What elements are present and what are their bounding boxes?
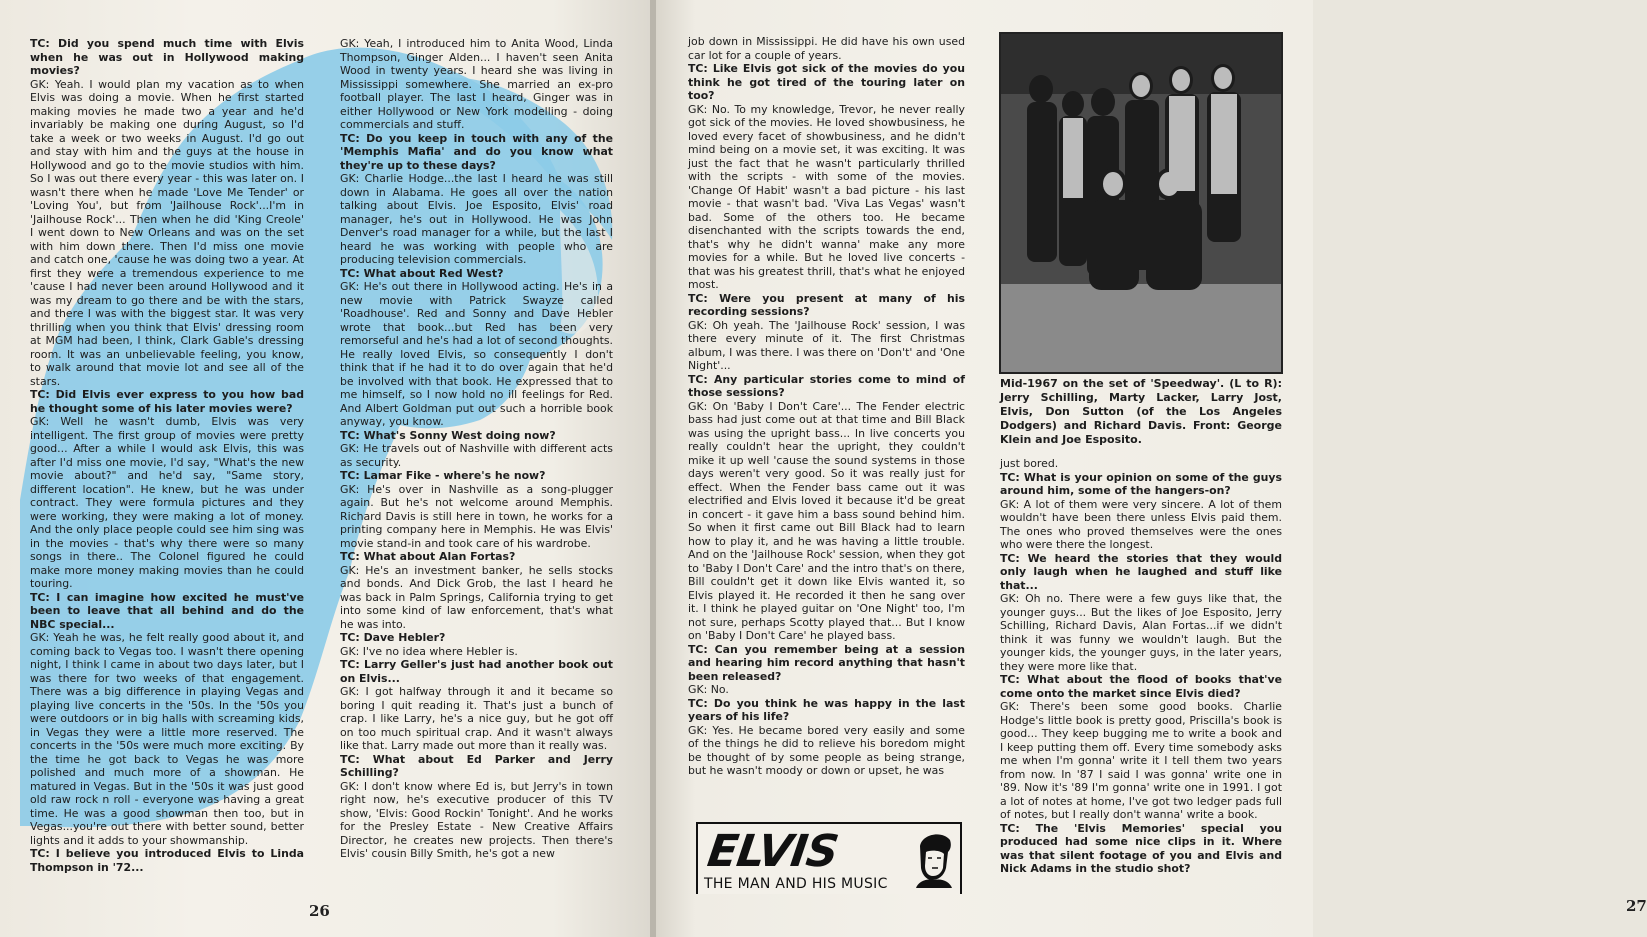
interview-answer: GK: Charlie Hodge...the last I heard he was still down in Alabama. He goes all over the nation talking about Elvis. Joe Esposito, Elvis' road manager, he's out in Hollywood. He was John Denver's road manager for a while, but the last I heard he was working with people who are producing television commercials. xyxy=(340,172,613,266)
interview-question: TC: Any particular stories come to mind of those sessions? xyxy=(688,372,965,399)
interview-answer: GK: I don't know where Ed is, but Jerry's in town right now, he's executive producer of this TV show, 'Elvis: Good Rockin' Tonight'. And he works for the Presley Estate - New Creative Affairs Director, he creates new projects. Then there's Elvis' cousin Billy Smith, he's got a new xyxy=(340,779,613,860)
interview-answer: GK: No. To my knowledge, Trevor, he never really got sick of the movies. He loved showbusiness, he loved every facet of showbusiness, and he didn't mind being on a movie set, it was exciting. It was just the fact that he wasn't particularly thrilled with the scripts - with some of the movies. 'Change Of Habit' wasn't a bad picture - his last movie - that wasn't bad. 'Viva Las Vegas' wasn't bad. Some of the others too. He became disenchanted with the scripts towards the end, that's why he didn't wanna' make any more movies for a while. But he loved live concerts - that was his greatest thrill, that's what he enjoyed most. xyxy=(688,102,965,291)
interview-question: TC: Do you think he was happy in the last years of his life? xyxy=(688,696,965,723)
photo-caption: Mid-1967 on the set of 'Speedway'. (L to R): Jerry Schilling, Marty Lacker, Larry Jost, Elvis, Don Sutton (of the Los Angeles Dodgers) and Richard Davis. Front: George Klein and Joe Esposito. xyxy=(1000,377,1282,446)
interview-question: TC: Do you keep in touch with any of the 'Memphis Mafia' and do you know what they're up to these days? xyxy=(340,131,613,172)
elvis-man-and-his-music-banner xyxy=(696,822,962,894)
interview-answer: GK: No. xyxy=(688,683,729,696)
page-number-left: 26 xyxy=(309,902,330,920)
interview-answer: GK: He travels out of Nashville with different acts as security. xyxy=(340,442,613,469)
interview-answer: GK: Well he wasn't dumb, Elvis was very intelligent. The first group of movies were pretty good... After a while I would ask Elvis, this was after I'd miss one movie, I'd say, "What's the new movie about?" and he'd say, "Same story, different location". He knew, but he was under contract. They were formula pictures and they were working, they were making a lot of money. And the only place people could see him sing was in the movies - that's why there were so many songs in there.. The Colonel figured he could make more money making movies than he could touring. xyxy=(30,415,304,590)
right-page xyxy=(656,0,1647,937)
interview-answer: GK: Oh no. There were a few guys like that, the younger guys... But the likes of Joe Esposito, Jerry Schilling, Richard Davis, Alan Fortas...if we didn't think it was funny we wouldn't laugh. But the younger kids, the younger guys, in the later years, they were more like that. xyxy=(1000,592,1282,673)
interview-question: TC: Dave Hebler? xyxy=(340,631,446,644)
interview-question: TC: Can you remember being at a session and hearing him record anything that hasn't been released? xyxy=(688,642,965,683)
interview-question: TC: I believe you introduced Elvis to Linda Thompson in '72... xyxy=(30,847,304,874)
interview-question: TC: What is your opinion on some of the guys around him, some of the hangers-on? xyxy=(1000,470,1282,497)
group-photo-illustration xyxy=(1001,34,1281,372)
page-number-right: 27 xyxy=(1626,897,1647,915)
interview-answer: GK: Yeah he was, he felt really good about it, and coming back to Vegas too. I wasn't there opening night, I think I came in about two days later, but I was there for two weeks of that engagement. There was a big difference in playing Vegas and playing live concerts in the '50s. In the '50s you were outdoors or in big halls with screaming kids, in Vegas they were a little more reserved. The concerts in the '50s were much more exciting. By the time he got back to Vegas he was more polished and much more of a showman. He matured in Vegas. But in the '50s it was just good old raw rock n roll - everyone was having a great time. He was a good showman then too, but in Vegas...you're out there with better sound, better lights and it adds to your showmanship. xyxy=(30,631,304,847)
interview-answer: GK: Yeah. I would plan my vacation as to when Elvis was doing a movie. When he first started making movies he made two a year and he'd invariably be making one during August, so I'd take a week or two weeks in August. I'd go out and stay with him and the guys at the house in Hollywood and go to the movie studios with him. So I was out there every year - this was later on. I wasn't there when he made 'Love Me Tender' or 'Loving You', but from 'Jailhouse Rock'...I'm in 'Jailhouse Rock'... Then when he did 'King Creole' I went down to New Orleans and was on the set with him down there. Then I'd miss one movie and catch one, 'cause he was doing two a year. At first they were a tremendous experience to me 'cause I had never been around Hollywood and it was my dream to go there and be with the stars, and there I was with the biggest star. It was very thrilling when you think that Elvis' dressing room at MGM had been, I think, Clark Gable's dressing room. It was an unbelievable feeling, you know, to walk around that movie lot and see all of the stars. xyxy=(30,77,304,388)
left-page xyxy=(0,0,650,937)
interview-question: TC: Lamar Fike - where's he now? xyxy=(340,469,546,482)
interview-answer: GK: Oh yeah. The 'Jailhouse Rock' session, I was there every minute of it. The first Christmas album, I was there. I was there on 'Don't' and 'One Night'... xyxy=(688,318,965,372)
interview-question: TC: Did you spend much time with Elvis when he was out in Hollywood making movies? xyxy=(30,37,304,77)
interview-answer: GK: I got halfway through it and it became so boring I quit reading it. That's just a bunch of crap. I like Larry, he's a nice guy, but he got off on too much spiritual crap. And it wasn't always like that. Larry made out more than it really was. xyxy=(340,685,613,752)
interview-answer: GK: He's over in Nashville as a song-plugger again. But he's not welcome around Memphis. Richard Davis is still here in town, he works for a printing company here in Memphis. He was Elvis' movie stand-in and took care of his wardrobe. xyxy=(340,482,613,550)
group-photo xyxy=(999,32,1283,374)
banner-subtitle: THE MAN AND HIS MUSIC xyxy=(704,876,888,892)
interview-question: TC: Did Elvis ever express to you how bad he thought some of his later movies were? xyxy=(30,388,304,415)
banner-title: ELVIS xyxy=(704,826,841,877)
interview-question: TC: What about the flood of books that've come onto the market since Elvis died? xyxy=(1000,673,1282,700)
right-page-column-1 xyxy=(688,35,965,778)
interview-answer: GK: He's out there in Hollywood acting. He's in a new movie with Patrick Swayze called 'Roadhouse'. Red and Sonny and Dave Hebler wrote that book...but Red has been very remorseful and he's had a lot of second thoughts. He really loved Elvis, so consequently I don't think that if he had it to do over again that he'd be involved with that book. He expressed that to me himself, so I now hold no ill feelings for Red. And Albert Goldman put out such a horrible book anyway, you know. xyxy=(340,280,613,428)
interview-question: TC: Larry Geller's just had another book out on Elvis... xyxy=(340,658,613,685)
interview-question: TC: What about Red West? xyxy=(340,266,504,280)
interview-question: TC: We heard the stories that they would only laugh when he laughed and stuff like that... xyxy=(1000,551,1282,592)
interview-answer: GK: There's been some good books. Charlie Hodge's little book is pretty good, Priscilla's book is good... They keep bugging me to write a book and I keep putting them off. Every time somebody asks me when I'm gonna' write it I tell them two years from now. In '87 I said I was gonna' write one in '89. Now it's '89 I'm gonna' write one in 1991. I got a lot of notes at home, I've got two ledger pads full of notes, but I really don't wanna' write a book. xyxy=(1000,700,1282,821)
interview-answer: GK: A lot of them were very sincere. A lot of them wouldn't have been there unless Elvis paid them. The ones who proved themselves were the ones who were there the longest. xyxy=(1000,497,1282,551)
elvis-portrait-icon xyxy=(912,828,956,888)
interview-question: TC: Like Elvis got sick of the movies do you think he got tired of the touring later on too? xyxy=(688,62,965,102)
left-page-column-2 xyxy=(340,37,613,861)
interview-question: TC: I can imagine how excited he must've been to leave that all behind and do the NBC special... xyxy=(30,590,304,631)
interview-answer: GK: Yeah, I introduced him to Anita Wood, Linda Thompson, Ginger Alden... I haven't seen Anita Wood in twenty years. I heard she was living in Mississippi somewhere. She married an ex-pro football player. The last I heard, Ginger was in either Hollywood or New York modelling - doing commercials and stuff. xyxy=(340,37,613,131)
interview-question: TC: What about Alan Fortas? xyxy=(340,550,516,563)
interview-question: TC: What about Ed Parker and Jerry Schilling? xyxy=(340,752,613,779)
right-page-column-2 xyxy=(1000,457,1282,876)
interview-answer: GK: I've no idea where Hebler is. xyxy=(340,644,518,658)
interview-answer: just bored. xyxy=(1000,457,1059,470)
interview-question: TC: Were you present at many of his recording sessions? xyxy=(688,291,965,318)
interview-answer: GK: Yes. He became bored very easily and some of the things he did to relieve his boredom might be thought of by some people as being strange, but he wasn't moody or down or upset, he was xyxy=(688,723,965,777)
interview-answer: GK: On 'Baby I Don't Care'... The Fender electric bass had just come out at that time and Bill Black was using the upright bass... In live concerts you really couldn't hear the upright, they couldn't mike it up well 'cause the sound systems in those days weren't very good. So it was really just for effect. When the Fender bass came out it was electrified and Elvis loved it because it'd be great in concert - it gave him a bass sound behind him. So when it first came out Bill Black had to learn how to play it, and he was having a little trouble. And on the 'Jailhouse Rock' session, when they got to 'Baby I Don't Care' and the intro that's on there, Bill couldn't get it down like Elvis wanted it, so Elvis played it. He recorded it then he sang over it. I think he played guitar on 'One Night' too, I'm not sure, perhaps Scotty played that... But I know on 'Baby I Don't Care' he played bass. xyxy=(688,399,965,642)
interview-question: TC: What's Sonny West doing now? xyxy=(340,428,556,442)
interview-question: TC: The 'Elvis Memories' special you produced had some nice clips in it. Where was that silent footage of you and Elvis and Nick Adams in the studio shot? xyxy=(1000,821,1282,875)
interview-answer: job down in Mississippi. He did have his own used car lot for a couple of years. xyxy=(688,35,965,62)
left-page-column-1 xyxy=(30,37,304,874)
interview-answer: GK: He's an investment banker, he sells stocks and bonds. And Dick Grob, the last I heard he was back in Palm Springs, California trying to get into some kind of law enforcement, that's what he was into. xyxy=(340,563,613,631)
